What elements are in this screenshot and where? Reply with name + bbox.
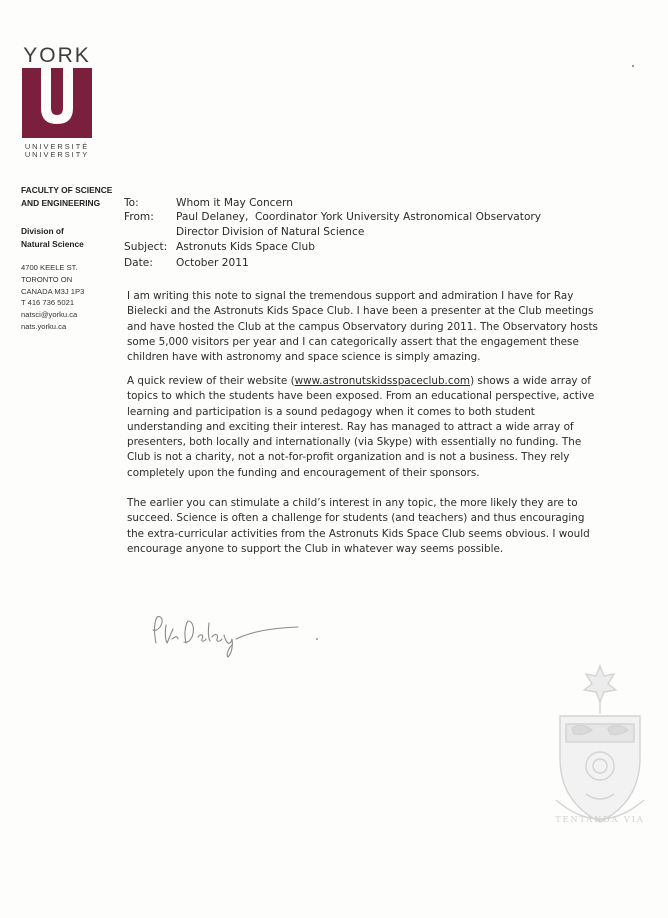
paragraph-3: The earlier you can stimulate a child’s interest in any topic, the more likely they are to succeed. Science is often a challenge for students (and teachers) and thus encouraging the extra-curricular activities from the Astronuts Kids Space Club seems obvious. I would encourage anyone to support the Club in whatever way seems possible.	[127, 497, 590, 555]
division-name: Division of Natural Science	[21, 226, 84, 249]
from-label: From:	[124, 211, 154, 223]
from-role-2: Director Division of Natural Science	[176, 226, 365, 238]
paragraph-1: I am writing this note to signal the tremendous support and admiration I have for Ray Bielecki and the Astronuts Kids Space Club. I have been a presenter at the Club meetings and have hosted the Club at the campus Observatory during 2011. The Observatory hosts some 5,000 visitors per year and I can categorically assert that the engagement these children have with astronomy and space science is simply amazing.	[127, 290, 598, 364]
subject-label: Subject:	[124, 241, 168, 253]
email-address: natsci@yorku.ca	[21, 310, 78, 320]
to-label: To:	[124, 197, 139, 209]
paragraph-2: A quick review of their website (www.astronutskidsspaceclub.com) shows a wide array of topics to which the students have been exposed. From an educational perspective, active learning and participation is a sound pedagogy when it comes to both student understanding and exciting their interest. Ray has managed to attract a wide array of presenters, both locally and internationally (via Skype) with essentially no funding. The Club is not a charity, not a not-for-profit organization and is not a business. They rely completely upon the funding and encouragement of their sponsors.	[127, 375, 595, 479]
contact-address: 4700 KEELE ST. TORONTO ON CANADA M3J 1P3 T 416 736 5021 natsci@yorku.ca nats.yorku.ca	[21, 262, 121, 333]
scan-speck	[316, 638, 318, 640]
website-link[interactable]: www.astronutskidsspaceclub.com	[294, 375, 471, 387]
university-name-english: UNIVERSITY	[24, 150, 90, 159]
from-role-1: Coordinator York University Astronomical Observatory	[255, 211, 542, 223]
faculty-name: FACULTY OF SCIENCE AND ENGINEERING	[21, 185, 113, 208]
date-value: October 2011	[176, 257, 249, 269]
york-u-logo	[22, 68, 92, 138]
university-name-french: UNIVERSITÉ	[24, 142, 90, 151]
website-address: nats.yorku.ca	[21, 321, 67, 331]
university-seal-watermark	[548, 662, 653, 837]
from-name: Paul Delaney,	[176, 211, 249, 223]
subject-value: Astronuts Kids Space Club	[176, 241, 315, 253]
date-label: Date:	[124, 257, 153, 269]
handwritten-signature	[148, 613, 318, 658]
scan-speck	[632, 65, 634, 67]
university-name-top: YORK	[23, 44, 91, 67]
seal-motto: TENTANDA VIA	[555, 815, 645, 824]
to-value: Whom it May Concern	[176, 197, 293, 209]
